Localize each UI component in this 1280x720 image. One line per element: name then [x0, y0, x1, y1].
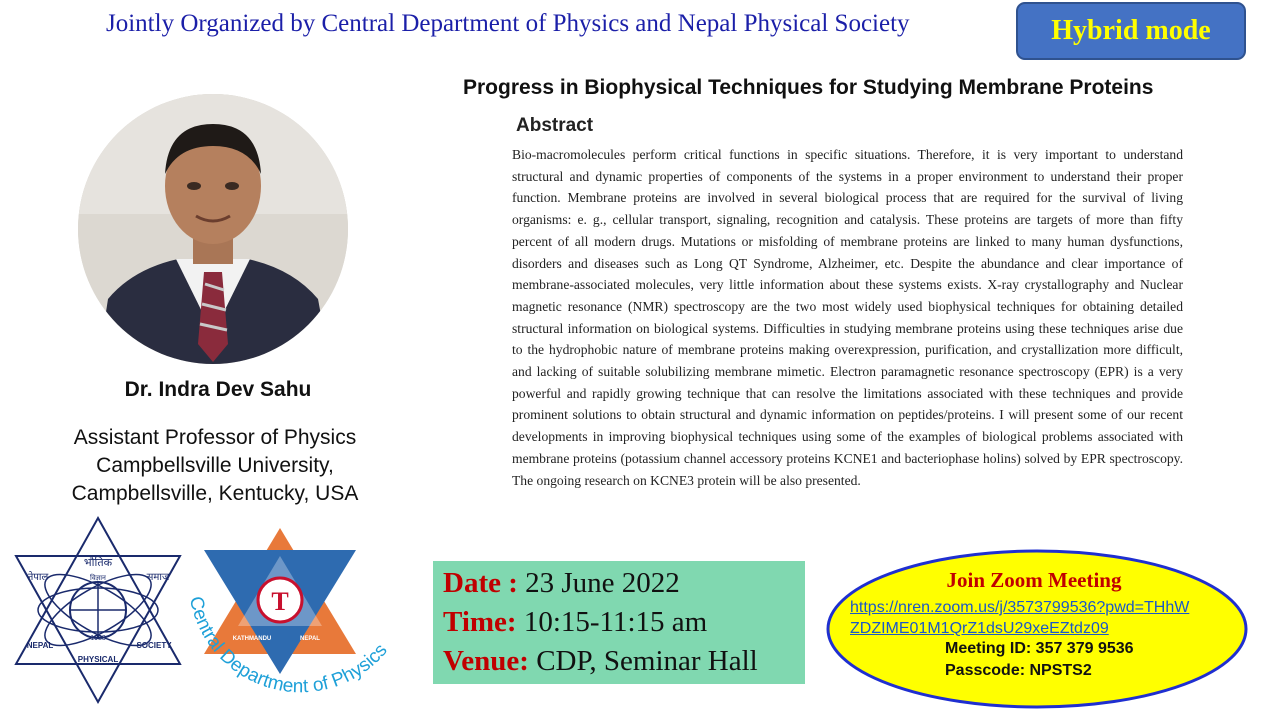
event-venue — [443, 645, 758, 678]
time-label: Time: — [443, 606, 517, 638]
zoom-passcode: Passcode: NPSTS2 — [945, 662, 1092, 679]
nps-bottom-left-text: NEPAL — [26, 641, 54, 650]
portrait-illustration — [78, 94, 348, 364]
venue-value: CDP, Seminar Hall — [528, 645, 758, 677]
speaker-location: Campbellsville, Kentucky, USA — [71, 482, 359, 505]
time-value: 10:15-11:15 am — [516, 606, 708, 638]
nps-year: 1983 — [90, 635, 106, 642]
nps-bottom-right-text: SOCIETY — [136, 641, 172, 650]
cdp-arc-text: Central Department of Physics — [184, 594, 392, 698]
speaker-university: Campbellsville University, — [96, 454, 334, 477]
talk-title: Progress in Biophysical Techniques for Studying Membrane Proteins — [463, 76, 1154, 99]
organizer-heading: Jointly Organized by Central Department of Physics and Nepal Physical Society — [106, 10, 910, 37]
cdp-logo — [182, 522, 414, 712]
date-value: 23 June 2022 — [517, 567, 680, 599]
venue-label: Venue: — [443, 645, 529, 677]
nps-right-text: समाज — [146, 572, 170, 583]
zoom-meeting-id: Meeting ID: 357 379 9536 — [945, 640, 1134, 657]
speaker-position: Assistant Professor of Physics — [73, 426, 357, 449]
nps-left-text: नेपाल — [27, 572, 49, 583]
hybrid-mode-badge: Hybrid mode — [1016, 2, 1246, 60]
nps-logo — [8, 514, 188, 706]
zoom-meeting-link[interactable]: https://nren.zoom.us/j/3573799536?pwd=THhWZDZIME01M1QrZ1dsU29xeEZtdz09 — [850, 599, 1190, 637]
date-label: Date : — [443, 567, 518, 599]
speaker-affiliation — [0, 424, 430, 508]
event-details-box — [433, 561, 805, 684]
speaker-name: Dr. Indra Dev Sahu — [124, 378, 312, 401]
zoom-title: Join Zoom Meeting — [946, 568, 1122, 592]
nps-bottom-text: PHYSICAL — [77, 655, 119, 664]
event-time — [443, 606, 707, 639]
speaker-portrait — [78, 94, 348, 364]
abstract-text: Bio-macromolecules perform critical functions in specific situations. Therefore, it is very important to understand structural and dynamic properties of components of the systems in a proper environment to understand their proper function. Membrane proteins are involved in several biological process that are required for the survival of living organisms: e. g., cellular transport, signaling, recognition and catalysis. These proteins are targets of more than fifty percent of all modern drugs. Mutations or misfolding of membrane proteins are linked to many human dysfunctions, disorders and diseases such as Long QT Syndrome, Alzheimer, etc. Despite the abundance and clear importance of membrane-associated molecules, very little information about these systems exists. X-ray crystallography and Nuclear magnetic resonance (NMR) spectroscopy are the two most widely used biophysical techniques for obtaining detailed structural information on biological systems. Difficulties in studying membrane proteins using these techniques arise due to the hydrophobic nature of membrane proteins making overexpression, purification, and crystallization more difficult, and lacking of suitable solubilizing membrane mimetic. Electron paramagnetic resonance spectroscopy (EPR) is a very powerful and rapidly growing technique that can resolve the limitations associated with these techniques and provide prominent solutions to obtain structural and dynamic information on peptides/proteins. I will present some of our recent developments in improving biophysical techniques using some of the examples of biological problems associated with membrane proteins (potassium channel accessory proteins KCNE1 and bacteriophase holins) solved by EPR spectroscopy. The ongoing research on KCNE3 protein will be also presented. — [512, 147, 1183, 488]
nps-top-text: भौतिक — [83, 556, 113, 569]
cdp-band-right: NEPAL — [300, 636, 320, 642]
cdp-band-left: KATHMANDU — [232, 636, 272, 642]
cdp-emblem-letter: T — [271, 587, 289, 616]
event-date — [443, 567, 680, 600]
nps-center-text: विज्ञान — [90, 574, 106, 582]
abstract-heading: Abstract — [516, 115, 594, 136]
